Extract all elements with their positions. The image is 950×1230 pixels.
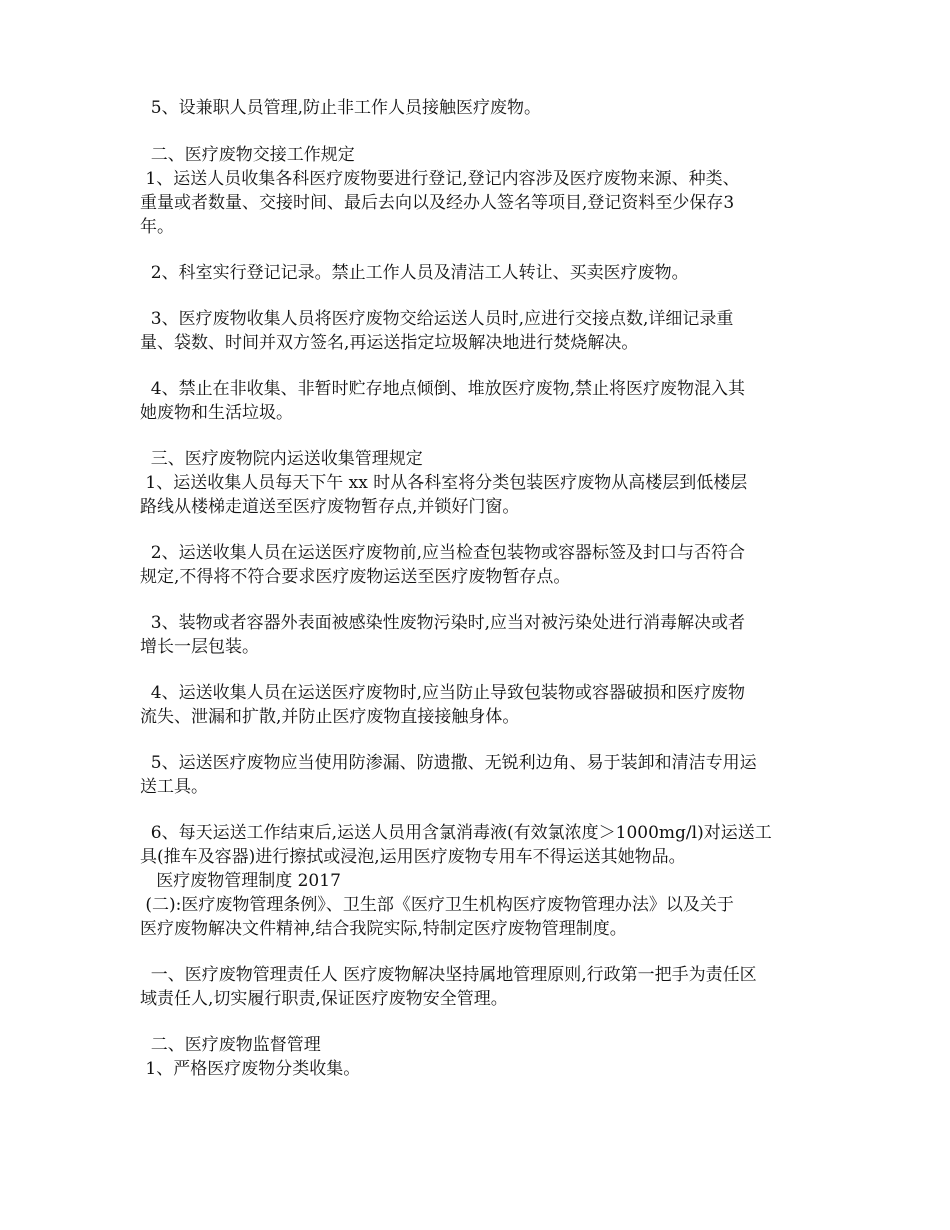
text-line: 具(推车及容器)进行擦拭或浸泡,运用医疗废物专用车不得运送其她物品。: [140, 847, 686, 867]
text-line: 域责任人,切实履行职责,保证医疗废物安全管理。: [140, 989, 508, 1009]
text-line: 6、每天运送工作结束后,运送人员用含氯消毒液(有效氯浓度＞1000mg/l)对运送工: [140, 823, 772, 843]
text-line: 她废物和生活垃圾。: [140, 403, 293, 423]
text-line: 一、医疗废物管理责任人 医疗废物解决坚持属地管理原则,行政第一把手为责任区: [140, 965, 757, 985]
text-line: 1、运送收集人员每天下午 xx 时从各科室将分类包装医疗废物从高楼层到低楼层: [140, 473, 748, 493]
text-line: 量、袋数、时间并双方签名,再运送指定垃圾解决地进行焚烧解决。: [140, 333, 639, 353]
text-line: 规定,不得将不符合要求医疗废物运送至医疗废物暂存点。: [140, 567, 571, 587]
text-line: 5、运送医疗废物应当使用防渗漏、防遗撒、无锐利边角、易于装卸和清洁专用运: [140, 753, 757, 773]
text-line: 增长一层包装。: [140, 637, 259, 657]
document-title: 医疗废物管理制度 2017: [140, 871, 341, 891]
section-heading: 二、医疗废物交接工作规定: [140, 145, 355, 165]
text-line: 2、运送收集人员在运送医疗废物前,应当检查包装物或容器标签及封口与否符合: [140, 543, 746, 563]
text-line: 4、运送收集人员在运送医疗废物时,应当防止导致包装物或容器破损和医疗废物: [140, 683, 746, 703]
text-line: 送工具。: [140, 777, 208, 797]
text-line: 2、科室实行登记记录。禁止工作人员及清洁工人转让、买卖医疗废物。: [140, 263, 689, 283]
section-heading: 二、医疗废物监督管理: [140, 1035, 321, 1055]
text-line: (二):医疗废物管理条例》、卫生部《医疗卫生机构医疗废物管理办法》以及关于: [140, 895, 734, 915]
text-line: 年。: [140, 217, 174, 237]
section-heading: 三、医疗废物院内运送收集管理规定: [140, 449, 423, 469]
text-line: 1、运送人员收集各科医疗废物要进行登记,登记内容涉及医疗废物来源、种类、: [140, 169, 740, 189]
text-line: 4、禁止在非收集、非暂时贮存地点倾倒、堆放医疗废物,禁止将医疗废物混入其: [140, 379, 746, 399]
text-line: 流失、泄漏和扩散,并防止医疗废物直接接触身体。: [140, 707, 520, 727]
text-line: 5、设兼职人员管理,防止非工作人员接触医疗废物。: [140, 98, 542, 118]
text-line: 3、装物或者容器外表面被感染性废物污染时,应当对被污染处进行消毒解决或者: [140, 613, 746, 633]
text-line: 医疗废物解决文件精神,结合我院实际,特制定医疗废物管理制度。: [140, 919, 627, 939]
text-line: 3、医疗废物收集人员将医疗废物交给运送人员时,应进行交接点数,详细记录重: [140, 309, 734, 329]
text-line: 1、严格医疗废物分类收集。: [140, 1059, 361, 1079]
text-line: 重量或者数量、交接时间、最后去向以及经办人签名等项目,登记资料至少保存3: [140, 193, 735, 213]
text-line: 路线从楼梯走道送至医疗废物暂存点,并锁好门窗。: [140, 497, 520, 517]
